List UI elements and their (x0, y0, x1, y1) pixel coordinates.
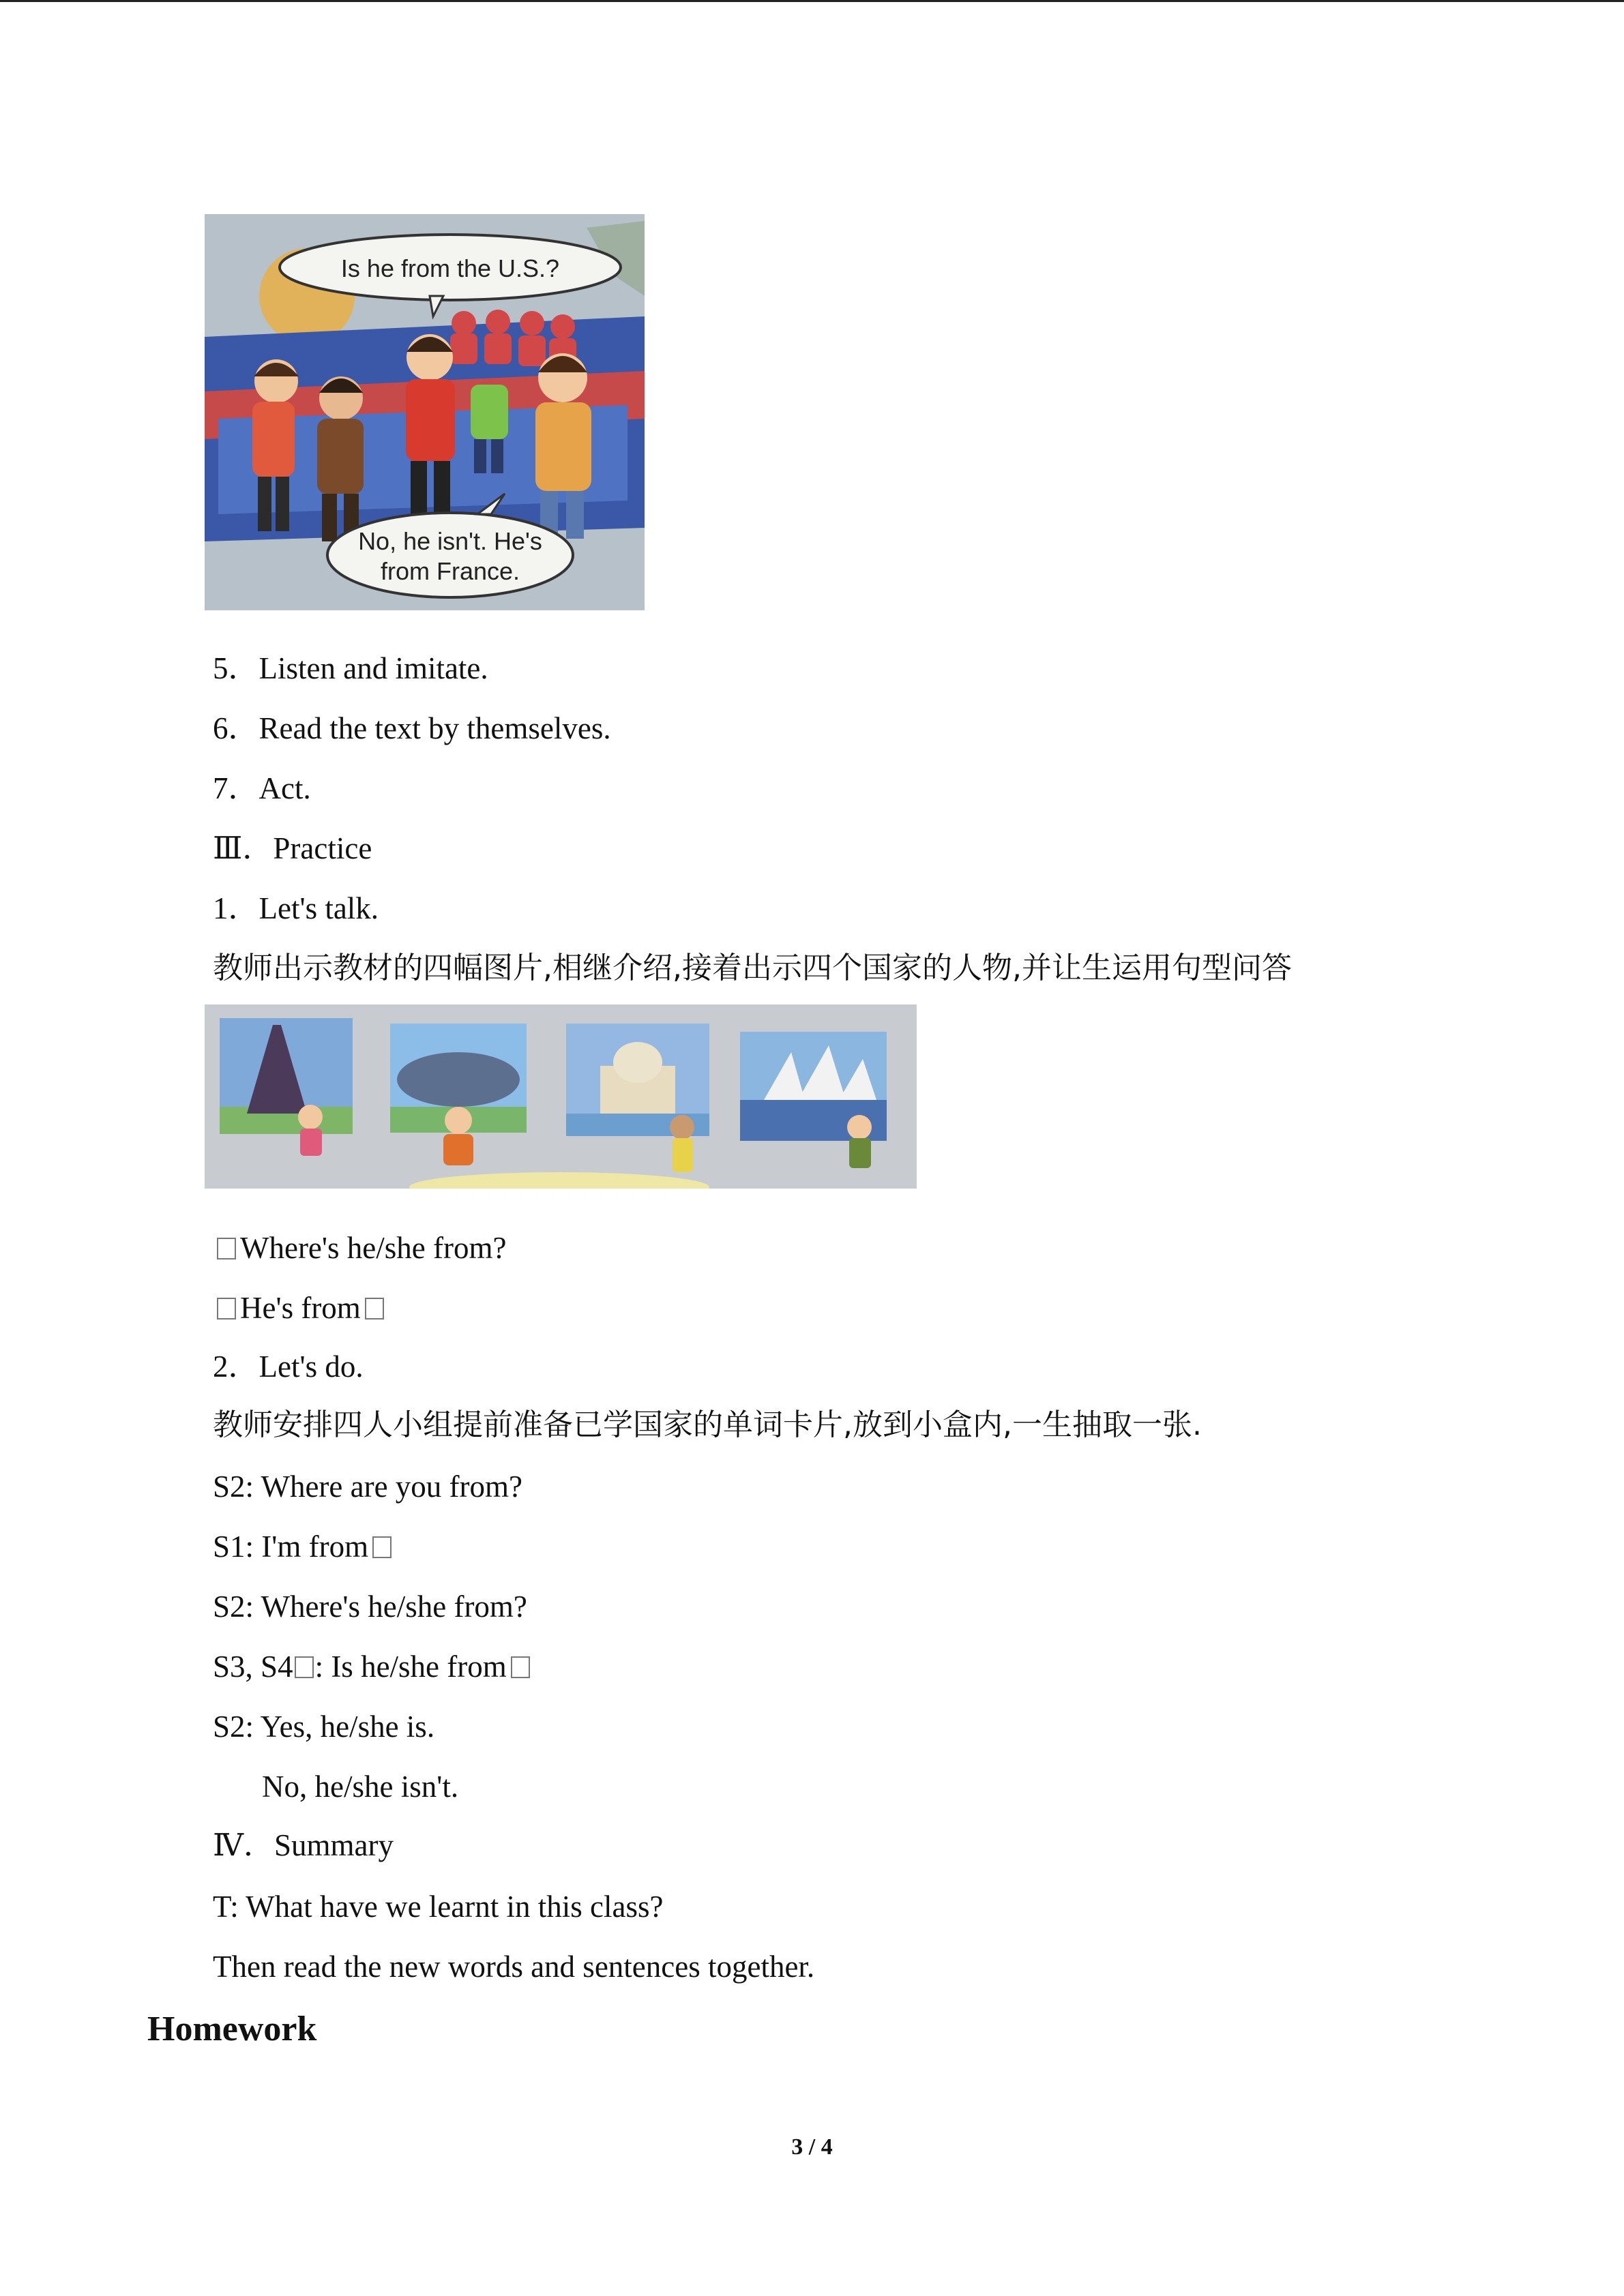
summary-question: T: What have we learnt in this class? (213, 1890, 664, 1924)
homework-heading: Homework (147, 2010, 317, 2048)
step-7: 7．Act. (213, 771, 311, 805)
section-summary: Ⅳ．Summary (213, 1828, 394, 1862)
placeholder-box (365, 1298, 384, 1320)
bubble-top-text: Is he from the U.S.? (340, 254, 560, 282)
step-5: 5．Listen and imitate. (213, 651, 488, 685)
qa-2-text: He's from (240, 1291, 361, 1325)
step-6: 6．Read the text by themselves. (213, 711, 611, 745)
placeholder-box (295, 1656, 314, 1678)
page-number: 3 / 4 (791, 2134, 833, 2160)
dialogue-line-4a: S3, S4 (213, 1650, 293, 1684)
dialogue-line-1: S2: Where are you from? (213, 1470, 522, 1504)
dialogue-line-4 (213, 1646, 534, 1687)
dialogue-line-2-text: S1: I'm from (213, 1530, 369, 1564)
dialogue-line-5: S2: Yes, he/she is. (213, 1710, 435, 1744)
qa-line-2 (213, 1287, 388, 1328)
bubble-bottom-text-line2: from France. (380, 557, 520, 585)
placeholder-box (217, 1238, 236, 1259)
comic-illustration-svg (205, 214, 645, 610)
bubble-bottom-text-line1: No, he isn't. He's (358, 527, 542, 555)
section-practice: Ⅲ．Practice (213, 831, 372, 865)
qa-line-1 (213, 1227, 506, 1268)
lets-talk: 1．Let's talk. (213, 891, 379, 925)
placeholder-box (511, 1656, 530, 1678)
teacher-note-2: 教师安排四人小组提前准备已学国家的单词卡片,放到小盒内,一生抽取一张. (213, 1407, 1202, 1442)
lets-do: 2．Let's do. (213, 1350, 364, 1384)
comic-illustration (205, 214, 645, 610)
placeholder-box (217, 1298, 236, 1320)
summary-answer: Then read the new words and sentences together. (213, 1950, 815, 1984)
placeholder-box (372, 1536, 392, 1558)
teacher-note-1: 教师出示教材的四幅图片,相继介绍,接着出示四个国家的人物,并让生运用句型问答 (213, 951, 1292, 985)
dialogue-line-6: No, he/she isn't. (262, 1770, 459, 1804)
countries-illustration (205, 1004, 917, 1189)
countries-illustration-svg (205, 1004, 917, 1189)
qa-1-text: Where's he/she from? (240, 1231, 507, 1265)
dialogue-line-4b: : Is he/she from (314, 1650, 507, 1684)
dialogue-line-3: S2: Where's he/she from? (213, 1590, 527, 1624)
dialogue-line-2 (213, 1526, 396, 1567)
